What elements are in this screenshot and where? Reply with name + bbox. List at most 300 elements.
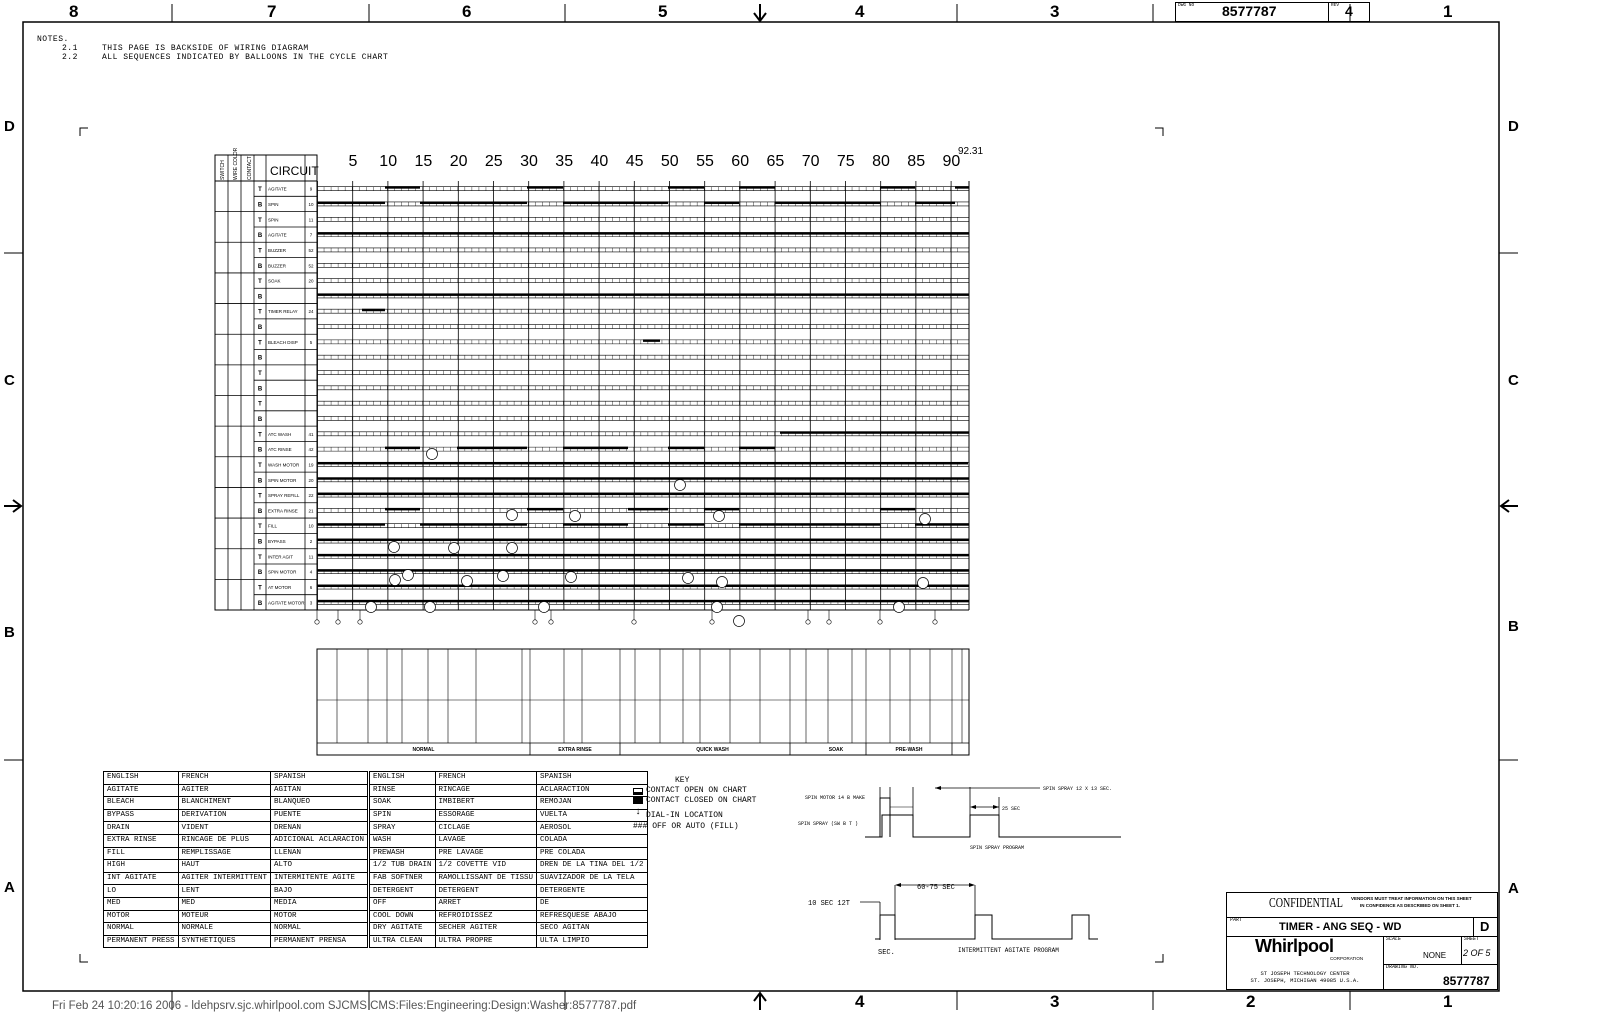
term-cell: PERMANENT PRENSA <box>271 935 368 948</box>
term-cell: NORMALE <box>178 923 271 936</box>
contact-marker: T <box>258 279 262 286</box>
translation-right-row <box>370 797 648 810</box>
contact-closed-segment <box>704 201 739 204</box>
intermittent-agitate-program-diagram <box>800 875 1100 960</box>
time-scale-label: 90 <box>942 153 961 170</box>
contact-closed-segment <box>668 447 704 450</box>
term-cell: AGITAN <box>271 784 368 797</box>
dial-in-marker <box>549 620 553 624</box>
term-cell: IMBIBERT <box>435 797 537 810</box>
term-cell: INT AGITATE <box>104 872 179 885</box>
cycle-group-label: EXTRA RINSE <box>558 747 592 753</box>
contact-closed-segment <box>739 186 775 189</box>
contact-closed-segment <box>955 186 969 189</box>
contact-closed-segment <box>563 523 628 526</box>
contact-closed-segment <box>317 201 385 204</box>
circuit-number: 5 <box>309 339 313 345</box>
term-cell: ADICIONAL ACLARACION <box>271 834 368 847</box>
contact-closed-segment <box>527 508 563 511</box>
contact-closed-segment <box>362 309 385 312</box>
zone-label-top-8: 8 <box>69 2 79 21</box>
size-value: D <box>1480 919 1490 934</box>
whirlpool-logo: Whirlpool <box>1255 936 1334 956</box>
circuit-name: ATC WASH <box>268 431 292 437</box>
contact-marker: B <box>257 447 263 454</box>
translation-right-row <box>370 860 648 873</box>
translation-left-header-row <box>104 772 368 785</box>
term-cell: DETERGENTE <box>537 885 648 898</box>
time-scale-label: 35 <box>555 153 574 170</box>
time-scale-label: 80 <box>872 153 890 170</box>
term-cell: NORMAL <box>104 923 179 936</box>
cycle-table-frame <box>317 649 969 755</box>
term-cell: ACLARACTION <box>537 784 648 797</box>
translation-left-row <box>104 897 368 910</box>
contact-closed-segment <box>317 293 969 296</box>
agitate-left-label: 10 SEC 12T <box>808 900 851 908</box>
term-cell: MOTEUR <box>178 910 271 923</box>
confidential-label: CONFIDENTIAL <box>1269 896 1343 911</box>
translation-right-row <box>370 784 648 797</box>
header-cell: FRENCH <box>435 772 537 785</box>
key-open-text: CONTACT OPEN ON CHART <box>646 786 747 795</box>
term-cell: BYPASS <box>104 809 179 822</box>
zone-label-bottom-4: 4 <box>855 992 865 1011</box>
term-cell: PUENTE <box>271 809 368 822</box>
term-cell: 1/2 COVETTE VID <box>435 860 537 873</box>
brand-cell <box>1227 936 1384 964</box>
contact-closed-segment <box>563 447 628 450</box>
drawing-no-cell <box>1383 964 1497 989</box>
corporation-label: CORPORATION <box>1330 956 1364 961</box>
term-cell: ALTO <box>271 860 368 873</box>
zone-label-right-C: C <box>1508 372 1519 389</box>
circuit-name: EXTRA RINSE <box>268 508 298 514</box>
contact-closed-segment <box>628 508 668 511</box>
term-cell: BLANQUEO <box>271 797 368 810</box>
translation-right-row <box>370 872 648 885</box>
contact-marker: B <box>257 386 263 393</box>
title-block <box>1226 892 1498 990</box>
circuit-number: 19 <box>308 462 314 468</box>
scale-value: NONE <box>1423 951 1447 960</box>
contact-closed-segment <box>880 508 915 511</box>
contact-marker: T <box>258 371 262 378</box>
translation-left-row <box>104 860 368 873</box>
term-cell: RINCAGE DE PLUS <box>178 834 271 847</box>
contact-closed-segment <box>317 477 969 480</box>
time-scale-label: 65 <box>766 153 785 170</box>
agitate-range-label: 60-75 SEC <box>917 884 955 892</box>
sequence-balloon <box>714 511 725 522</box>
key-item-closed <box>633 796 756 806</box>
key-legend <box>633 775 756 832</box>
contact-marker: T <box>258 432 262 439</box>
translation-left-row <box>104 809 368 822</box>
sequence-balloon <box>498 571 509 582</box>
time-scale-label: 55 <box>696 153 714 170</box>
circuit-name: SOAK <box>268 278 281 284</box>
translation-right-row <box>370 935 648 948</box>
term-cell: LLENAN <box>271 847 368 860</box>
contact-closed-segment <box>880 186 915 189</box>
contact-closed-icon <box>633 797 643 804</box>
contact-marker: B <box>257 508 263 515</box>
circuit-number: 7 <box>309 232 313 238</box>
term-cell: DETERGENT <box>435 885 537 898</box>
zone-label-top-3: 3 <box>1050 2 1060 21</box>
zone-label-right-B: B <box>1508 618 1519 635</box>
circuit-name: AT MOTOR <box>268 585 292 591</box>
zone-label-left-C: C <box>4 372 15 389</box>
contact-closed-segment <box>563 201 668 204</box>
circuit-number: 11 <box>308 554 314 560</box>
zone-label-left-B: B <box>4 624 15 641</box>
circuit-number: 22 <box>308 493 314 499</box>
circuit-number: 21 <box>308 508 314 514</box>
contact-closed-segment <box>527 186 563 189</box>
confidential-row <box>1227 893 1497 918</box>
circuit-number: 52 <box>308 247 314 253</box>
time-scale-label: 30 <box>520 153 538 170</box>
sequence-balloon <box>427 449 438 460</box>
term-cell: LAVAGE <box>435 834 537 847</box>
translation-left-row <box>104 834 368 847</box>
term-cell: MOTOR <box>271 910 368 923</box>
contact-marker: T <box>258 187 262 194</box>
circuit-number: 11 <box>308 217 314 223</box>
sequence-balloon <box>425 602 436 613</box>
cycle-group-label: SOAK <box>828 747 844 753</box>
contact-marker: B <box>257 233 263 240</box>
rev-value: 4 <box>1345 3 1353 19</box>
translation-left-row <box>104 885 368 898</box>
sequence-balloon <box>389 542 400 553</box>
term-cell: NORMAL <box>271 923 368 936</box>
dwg-no-value: 8577787 <box>1222 3 1277 19</box>
translation-right-row <box>370 834 648 847</box>
term-cell: VUELTA <box>537 809 648 822</box>
circuit-name: SPIN <box>268 217 279 223</box>
spin-spray-program-diagram <box>795 775 1125 855</box>
part-row <box>1227 917 1497 937</box>
address-cell <box>1227 964 1384 989</box>
contact-marker: B <box>257 570 263 577</box>
term-cell: ULTRA CLEAN <box>370 935 436 948</box>
dial-in-icon: ↓ <box>635 807 642 818</box>
term-cell: AGITATE <box>104 784 179 797</box>
contact-marker: T <box>258 462 262 469</box>
term-cell: DRY AGITATE <box>370 923 436 936</box>
translation-left-row <box>104 784 368 797</box>
sequence-balloon <box>683 573 694 584</box>
circuit-name: ATC RINSE <box>268 447 292 453</box>
dwg-no-label: DWG NO <box>1178 3 1195 8</box>
term-cell: COLADA <box>537 834 648 847</box>
circuit-number: 20 <box>308 278 314 284</box>
term-cell: AGITER <box>178 784 271 797</box>
circuit-number: 4 <box>309 569 313 575</box>
switch-header: SWITCH <box>220 160 226 180</box>
contact-marker: T <box>258 248 262 255</box>
contact-closed-segment <box>420 523 527 526</box>
contact-marker: B <box>257 294 263 301</box>
circuit-number: 9 <box>309 186 313 192</box>
translation-right-row <box>370 809 648 822</box>
sequence-balloon <box>675 480 686 491</box>
term-cell: RAMOLLISSANT DE TISSU <box>435 872 537 885</box>
contact-marker: T <box>258 554 262 561</box>
dial-in-marker <box>358 620 362 624</box>
term-cell: SPRAY <box>370 822 436 835</box>
translation-left-row <box>104 935 368 948</box>
time-scale-label: 75 <box>836 153 855 170</box>
zone-label-top-1: 1 <box>1443 2 1453 21</box>
term-cell: DREN DE LA TINA DEL 1/2 <box>537 860 648 873</box>
part-name: TIMER - ANG SEQ - WD <box>1279 921 1402 933</box>
circuit-number: 52 <box>308 263 314 269</box>
confidential-note-1: VENDORS MUST TREAT INFORMATION ON THIS SHEET <box>1351 896 1472 901</box>
sequence-balloon <box>366 602 377 613</box>
note-num: 2.1 <box>62 44 78 53</box>
translation-right-row <box>370 847 648 860</box>
key-item-dial <box>633 807 756 821</box>
dial-in-marker <box>806 620 810 624</box>
translation-left-row <box>104 797 368 810</box>
scale-label: SCALE <box>1386 936 1402 942</box>
circuit-number: 42 <box>308 447 314 453</box>
zone-label-bottom-1: 1 <box>1443 992 1453 1011</box>
term-cell: PREWASH <box>370 847 436 860</box>
spin-spray-label: SPIN SPRAY (SW B T ) <box>798 821 859 827</box>
spin-top-note: SPIN SPRAY 12 X 13 SEC. <box>1043 786 1113 792</box>
dial-in-marker <box>315 620 319 624</box>
term-cell: DRENAN <box>271 822 368 835</box>
contact-marker: T <box>258 585 262 592</box>
translation-table-right <box>369 771 648 948</box>
time-scale-label: 85 <box>907 153 926 170</box>
time-scale-label: 10 <box>379 153 398 170</box>
end-time-label: 92.31 <box>958 146 984 157</box>
term-cell: RINCAGE <box>435 784 537 797</box>
term-cell: INTERMITENTE AGITE <box>271 872 368 885</box>
scale-cell <box>1383 936 1462 965</box>
dial-in-marker <box>933 620 937 624</box>
term-cell: HAUT <box>178 860 271 873</box>
contact-closed-segment <box>317 600 969 603</box>
term-cell: DE <box>537 897 648 910</box>
term-cell: VIDENT <box>178 822 271 835</box>
sequence-balloon <box>507 543 518 554</box>
spin-sec-note: 25 SEC <box>1002 806 1021 812</box>
circuit-name: TIMER RELAY <box>268 309 298 315</box>
header-cell: SPANISH <box>271 772 368 785</box>
term-cell: PRE LAVAGE <box>435 847 537 860</box>
translation-left-row <box>104 910 368 923</box>
time-scale-label: 5 <box>348 153 358 170</box>
term-cell: BLEACH <box>104 797 179 810</box>
contact-marker: B <box>257 478 263 485</box>
circuit-number: 20 <box>308 477 314 483</box>
translation-table-left <box>103 771 368 948</box>
contact-marker: B <box>257 263 263 270</box>
sequence-balloon <box>390 575 401 586</box>
circuit-name: BLEACH DISP <box>268 339 298 345</box>
term-cell: SPIN <box>370 809 436 822</box>
sequence-balloon <box>566 572 577 583</box>
circuit-name: SPIN MOTOR <box>268 569 297 575</box>
dial-in-marker <box>632 620 636 624</box>
circuit-name: SPIN <box>268 201 279 207</box>
circuit-name: BUZZER <box>268 247 286 253</box>
translation-right-header-row <box>370 772 648 785</box>
sequence-balloon <box>449 543 460 554</box>
sequence-balloon <box>462 576 473 587</box>
contact-marker: B <box>257 416 263 423</box>
key-dial-text: DIAL-IN LOCATION <box>646 811 723 820</box>
term-cell: HIGH <box>104 860 179 873</box>
term-cell: COOL DOWN <box>370 910 436 923</box>
spin-spray-caption: SPIN SPRAY PROGRAM <box>970 845 1025 851</box>
zone-label-right-D: D <box>1508 118 1519 135</box>
time-scale-label: 20 <box>449 153 468 170</box>
contact-closed-segment <box>317 539 969 542</box>
sheet-label: SHEET <box>1464 936 1480 942</box>
contact-closed-segment <box>643 339 660 342</box>
contact-closed-segment <box>317 232 969 235</box>
contact-marker: B <box>257 600 263 607</box>
contact-closed-segment <box>704 508 739 511</box>
time-scale-label: 45 <box>625 153 644 170</box>
size-divider <box>1473 917 1474 936</box>
translation-right-row <box>370 910 648 923</box>
term-cell: BAJO <box>271 885 368 898</box>
header-cell: SPANISH <box>537 772 648 785</box>
dial-in-marker <box>827 620 831 624</box>
circuit-number: 10 <box>308 523 314 529</box>
sequence-balloon <box>920 514 931 525</box>
zone-label-right-A: A <box>1508 880 1519 897</box>
cycle-group-label: QUICK WASH <box>696 747 729 753</box>
circuit-number: 10 <box>308 201 314 207</box>
circuit-number: 6 <box>309 585 313 591</box>
circuit-number: 41 <box>308 431 314 437</box>
drawing-no-value: 8577787 <box>1443 974 1490 988</box>
dial-in-marker <box>533 620 537 624</box>
circuit-name: BUZZER <box>268 263 286 269</box>
term-cell: DETERGENT <box>370 885 436 898</box>
term-cell: OFF <box>370 897 436 910</box>
translation-left-row <box>104 822 368 835</box>
contact-closed-segment <box>739 447 775 450</box>
key-closed-text: CONTACT CLOSED ON CHART <box>646 796 757 805</box>
contact-closed-segment <box>420 201 527 204</box>
circuit-number: 24 <box>308 309 314 315</box>
header-cell: ENGLISH <box>370 772 436 785</box>
wire-color-header: WIRE COLOR <box>233 147 239 180</box>
sequence-balloon <box>507 510 518 521</box>
term-cell: AGITER INTERMITTENT <box>178 872 271 885</box>
translation-right-row <box>370 923 648 936</box>
term-cell: AEROSOL <box>537 822 648 835</box>
circuit-name: BYPASS <box>268 539 286 545</box>
sequence-balloon <box>717 577 728 588</box>
zone-label-left-D: D <box>4 118 15 135</box>
term-cell: DERIVATION <box>178 809 271 822</box>
term-cell: REMPLISSAGE <box>178 847 271 860</box>
dial-in-marker <box>336 620 340 624</box>
contact-closed-segment <box>317 569 969 572</box>
rev-label: REV <box>1331 3 1340 8</box>
translation-right-row <box>370 897 648 910</box>
contact-closed-segment <box>317 585 969 588</box>
term-cell: BLANCHIMENT <box>178 797 271 810</box>
circuit-name: AGITATE <box>268 186 287 192</box>
circuit-number: 3 <box>309 600 313 606</box>
circuit-name: AGITATE MOTOR <box>268 600 305 606</box>
term-cell: ULTA LIMPIO <box>537 935 648 948</box>
contact-marker: T <box>258 401 262 408</box>
sequence-balloon <box>918 578 929 589</box>
translation-left-row <box>104 923 368 936</box>
term-cell: REMOJAN <box>537 797 648 810</box>
contact-closed-segment <box>317 554 969 557</box>
contact-closed-segment <box>775 201 880 204</box>
circuit-name: SPRAY REFILL <box>268 493 300 499</box>
term-cell: WASH <box>370 834 436 847</box>
contact-closed-segment <box>385 447 420 450</box>
term-cell: MEDIA <box>271 897 368 910</box>
circuit-number: 2 <box>309 539 313 545</box>
circuit-name: WASH MOTOR <box>268 462 300 468</box>
zone-label-top-4: 4 <box>855 2 865 21</box>
agitate-sec-label: SEC. <box>878 949 895 957</box>
contact-closed-segment <box>915 201 955 204</box>
header-cell: FRENCH <box>178 772 271 785</box>
contact-marker: T <box>258 524 262 531</box>
sheet-value: 2 OF 5 <box>1463 948 1491 958</box>
contact-marker: T <box>258 493 262 500</box>
contact-closed-segment <box>385 186 420 189</box>
contact-closed-segment <box>668 186 704 189</box>
term-cell: PERMANENT PRESS <box>104 935 179 948</box>
key-item-open <box>633 786 756 796</box>
cycle-group-label: NORMAL <box>412 747 435 753</box>
term-cell: FAB SOFTNER <box>370 872 436 885</box>
circuit-header: CIRCUIT <box>270 164 319 178</box>
time-scale-label: 40 <box>590 153 609 170</box>
note-text: ALL SEQUENCES INDICATED BY BALLOONS IN THE CYCLE CHART <box>102 53 389 62</box>
term-cell: LO <box>104 885 179 898</box>
term-cell: RINSE <box>370 784 436 797</box>
term-cell: CICLAGE <box>435 822 537 835</box>
agitate-caption: INTERMITTENT AGITATE PROGRAM <box>958 947 1059 954</box>
contact-closed-segment <box>780 431 969 434</box>
term-cell: FILL <box>104 847 179 860</box>
translation-right-row <box>370 885 648 898</box>
term-cell: SECHER AGITER <box>435 923 537 936</box>
contact-marker: T <box>258 309 262 316</box>
header-cell: ENGLISH <box>104 772 179 785</box>
term-cell: SOAK <box>370 797 436 810</box>
term-cell: MOTOR <box>104 910 179 923</box>
contact-marker: T <box>258 217 262 224</box>
term-cell: MED <box>178 897 271 910</box>
term-cell: SECO AGITAN <box>537 923 648 936</box>
zone-label-bottom-2: 2 <box>1246 992 1256 1011</box>
contact-marker: B <box>257 325 263 332</box>
confidential-note-2: IN CONFIDENCE AS DESCRIBED ON SHEET 1. <box>1360 903 1460 908</box>
